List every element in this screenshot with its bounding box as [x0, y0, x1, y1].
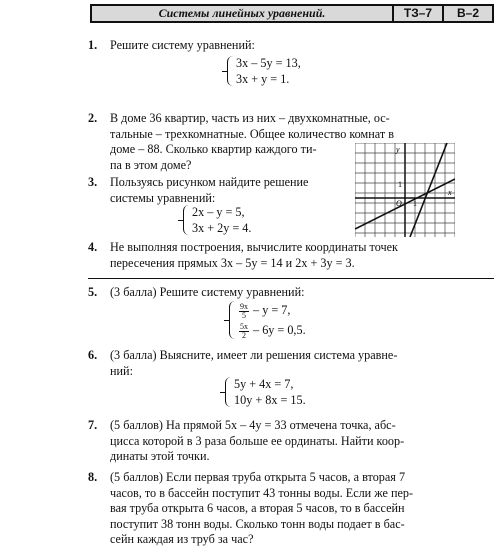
variant-label: В–2 — [444, 6, 492, 21]
task-line: системы уравнений: — [110, 190, 216, 205]
task-line: пересечения прямых 3x – 5y = 14 и 2x + 3y = 3. — [110, 255, 355, 270]
task-line: (3 балла) Выясните, имеет ли решения система уравне- — [110, 348, 398, 362]
task-number: 5. — [88, 285, 98, 299]
equation-system-3 — [183, 204, 251, 236]
equation-system-5 — [229, 300, 306, 340]
task-line: (5 баллов) Если первая труба открыта 5 часов, а вторая 7 — [110, 470, 406, 484]
brace — [229, 301, 237, 339]
equation: 5y + 4x = 7, — [234, 377, 294, 391]
task-number: 2. — [88, 111, 98, 125]
equation: 3x + y = 1. — [236, 72, 290, 86]
task-line: Пользуясь рисунком найдите решение — [110, 175, 309, 189]
equation: 10y + 8x = 15. — [234, 393, 306, 407]
task-line: поступит 38 тонн воды. Сколько тонн воды подает в бас- — [110, 516, 405, 531]
task-number: 8. — [88, 470, 98, 484]
equation-system-6 — [225, 376, 306, 408]
brace — [225, 377, 233, 407]
task-number: 7. — [88, 418, 98, 432]
task-line: (5 баллов) На прямой 5x – 4y = 33 отмечена точка, абс- — [110, 418, 396, 432]
brace — [183, 205, 191, 235]
axis-label-y: y — [396, 145, 400, 154]
fraction: $\frac{9x}{5}$ — [240, 301, 248, 320]
task-line: па в этом доме? — [110, 157, 192, 172]
task-line: вая труба открыта 6 часов, а вторая 5 часов, то в бассейн — [110, 501, 405, 515]
task-line: ний: — [110, 363, 133, 378]
task-line: динаты этой точки. — [110, 449, 210, 463]
axis-label-x: x — [448, 188, 452, 197]
equation-system-1 — [227, 55, 301, 87]
task-line: Не выполняя построения, вычислите координаты точек — [110, 240, 398, 254]
task-line: сейн каждая из труб за час? — [110, 532, 254, 546]
worksheet-title: Системы линейных уравнений. — [92, 6, 394, 21]
task-line: доме – 88. Сколько квартир каждого ти- — [110, 142, 317, 156]
task-number: 4. — [88, 240, 98, 254]
coordinate-graph — [355, 143, 455, 237]
task-number: 6. — [88, 348, 98, 362]
task-line: цисса которой в 3 раза больше ее ординаты. Найти коор- — [110, 433, 405, 448]
equation: $\frac{9x}{5}$ – y = 7, — [240, 301, 291, 320]
task-line: В доме 36 квартир, часть из них – двухкомнатные, ос- — [110, 111, 390, 125]
task-text: Решите систему уравнений: — [110, 38, 255, 52]
equation: $\frac{5x}{2}$ – 6y = 0,5. — [240, 321, 306, 340]
tick-label-x: 1 — [413, 199, 417, 208]
section-divider — [88, 278, 494, 279]
equation: 3x – 5y = 13, — [236, 56, 301, 70]
equation: 2x – y = 5, — [192, 205, 245, 219]
task-number: 1. — [88, 38, 98, 52]
fraction: $\frac{5x}{2}$ — [240, 321, 248, 340]
task-line: тальные – трехкомнатные. Общее количество комнат в — [110, 126, 394, 141]
equation: 3x + 2y = 4. — [192, 221, 252, 235]
worksheet-code: ТЗ–7 — [394, 6, 444, 21]
task-line: часов, то в бассейн поступит 43 тонны воды. Если же пер- — [110, 485, 414, 500]
worksheet-header — [90, 4, 494, 23]
tick-label-y: 1 — [398, 180, 402, 189]
task-number: 3. — [88, 175, 98, 189]
task-text: (3 балла) Решите систему уравнений: — [110, 285, 305, 299]
brace — [227, 56, 235, 86]
origin-label: O — [396, 199, 402, 208]
